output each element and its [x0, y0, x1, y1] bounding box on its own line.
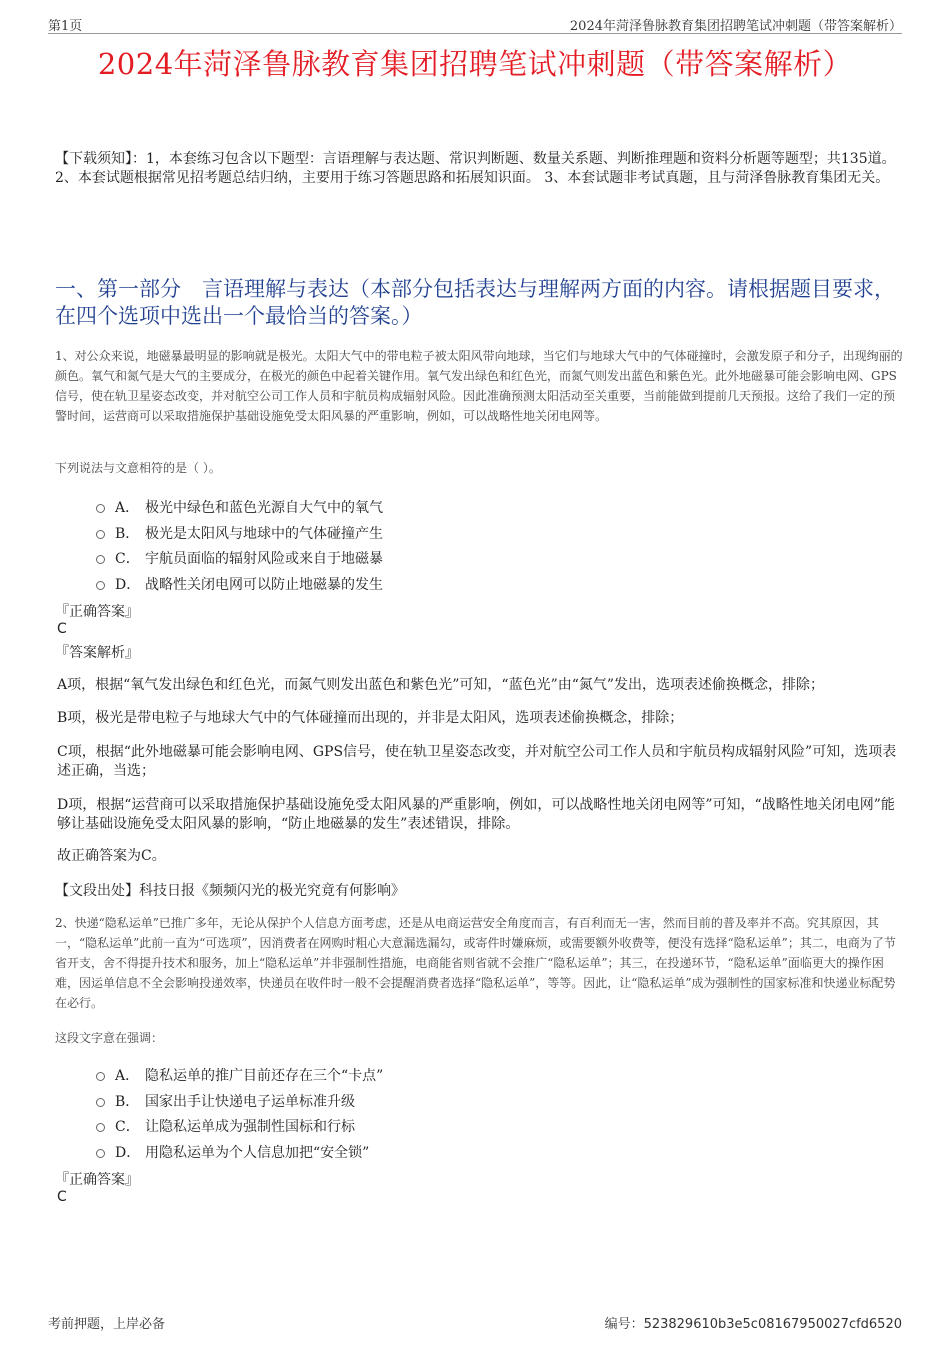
radio-icon[interactable]	[96, 555, 105, 564]
question-2-options	[96, 1064, 896, 1166]
option-a[interactable]: A． 极光中绿色和蓝色光源自大气中的氧气	[96, 496, 896, 522]
page-title: 2024年菏泽鲁脉教育集团招聘笔试冲刺题（带答案解析）	[97, 47, 853, 81]
footer-serial	[605, 1313, 902, 1332]
footer-slogan: 考前押题，上岸必备	[48, 1317, 166, 1332]
passage-source: 【文段出处】科技日报《频频闪光的极光究竟有何影响》	[55, 883, 405, 899]
option-d[interactable]: D． 用隐私运单为个人信息加把“安全锁”	[96, 1141, 896, 1167]
answer-label: 『正确答案』	[55, 1172, 139, 1188]
download-notice: 【下载须知】：1，本套练习包含以下题型：言语理解与表达题、常识判断题、数量关系题、判断推理题和资料分析题等题型；共135道。 2、本套试题根据常见招考题总结归纳，主要用于练习答题思路和拓展知识面。 3、本套试题非考试真题，且与菏泽鲁脉教育集团无关。	[55, 151, 896, 186]
header-doc-title: 2024年菏泽鲁脉教育集团招聘笔试冲刺题（带答案解析）	[569, 19, 902, 34]
question-2-stem: 这段文字意在强调：	[55, 1031, 164, 1045]
question-1-options	[96, 496, 896, 598]
answer-label: 『正确答案』	[55, 604, 139, 620]
analysis-d: D项，根据“运营商可以采取措施保护基础设施免受太阳风暴的严重影响，例如，可以战略性地关闭电网等”可知，“战略性地关闭电网”能够让基础设施免受太阳风暴的影响，“防止地磁暴的发生”表述错误，排除。	[57, 797, 895, 832]
radio-icon[interactable]	[96, 1098, 105, 1107]
radio-icon[interactable]	[96, 504, 105, 513]
serial-label: 编号：	[604, 1317, 644, 1332]
option-c[interactable]: C． 宇航员面临的辐射风险或来自于地磁暴	[96, 547, 896, 573]
analysis-b: B项，极光是带电粒子与地球大气中的气体碰撞而出现的，并非是太阳风，选项表述偷换概念，排除；	[57, 710, 684, 726]
page-header	[48, 13, 902, 34]
answer-value: C	[57, 1189, 67, 1205]
option-b[interactable]: B． 国家出手让快递电子运单标准升级	[96, 1090, 896, 1116]
question-2-passage: 2、快递“隐私运单”已推广多年，无论从保护个人信息方面考虑，还是从电商运营安全角度而言，有百利而无一害，然而目前的普及率并不高。究其原因，其一，“隐私运单”此前一直为“可选项”，因消费者在网购时粗心大意漏选漏勾，或寄件时嫌麻烦，或需要额外收费等，便没有选择“隐私运单”；其二，电商为了节省开支，舍不得提升技术和服务，加上“隐私运单”并非强制性措施，电商能省则省就不会推广“隐私运单”；其三，在投递环节，“隐私运单”面临更大的操作困难，因运单信息不全会影响投递效率，快递员在收件时一般不会提醒消费者选择“隐私运单”，等等。因此，让“隐私运单”成为强制性的国家标准和快递业标配势在必行。	[55, 916, 896, 1010]
option-c[interactable]: C． 让隐私运单成为强制性国标和行标	[96, 1115, 896, 1141]
answer-value: C	[57, 621, 67, 637]
page-number: 第1页	[48, 19, 83, 34]
serial-code: 523829610b3e5c08167950027cfd6520	[643, 1317, 902, 1332]
radio-icon[interactable]	[96, 581, 105, 590]
option-d[interactable]: D． 战略性关闭电网可以防止地磁暴的发生	[96, 573, 896, 599]
radio-icon[interactable]	[96, 1149, 105, 1158]
radio-icon[interactable]	[96, 1072, 105, 1081]
analysis-conclusion: 故正确答案为C。	[57, 848, 166, 864]
question-1-passage: 1、对公众来说，地磁暴最明显的影响就是极光。太阳大气中的带电粒子被太阳风带向地球，当它们与地球大气中的气体碰撞时，会激发原子和分子，出现绚丽的颜色。氧气和氮气是大气的主要成分，在极光的颜色中起着关键作用。氧气发出绿色和红色光，而氮气则发出蓝色和紫色光。此外地磁暴可能会影响电网、GPS信号，使在轨卫星姿态改变，并对航空公司工作人员和宇航员构成辐射风险。因此准确预测太阳活动至关重要，当前能做到提前几天预报。这给了我们一定的预警时间，运营商可以采取措施保护基础设施免受太阳风暴的严重影响，例如，可以战略性地关闭电网等。	[55, 349, 903, 423]
analysis-label: 『答案解析』	[55, 645, 139, 661]
option-b[interactable]: B． 极光是太阳风与地球中的气体碰撞产生	[96, 522, 896, 548]
radio-icon[interactable]	[96, 1123, 105, 1132]
option-a[interactable]: A． 隐私运单的推广目前还存在三个“卡点”	[96, 1064, 896, 1090]
analysis-c: C项，根据“此外地磁暴可能会影响电网、GPS信号，使在轨卫星姿态改变，并对航空公司工作人员和宇航员构成辐射风险”可知，选项表述正确，当选；	[57, 744, 897, 779]
analysis-a: A项，根据“氧气发出绿色和红色光，而氮气则发出蓝色和紫色光”可知，“蓝色光”由“氮气”发出，选项表述偷换概念，排除；	[57, 677, 825, 693]
radio-icon[interactable]	[96, 530, 105, 539]
section-title: 一、第一部分 言语理解与表达（本部分包括表达与理解两方面的内容。请根据题目要求，在四个选项中选出一个最恰当的答案。）	[55, 277, 895, 328]
question-1-stem: 下列说法与文意相符的是（ ）。	[55, 461, 221, 475]
